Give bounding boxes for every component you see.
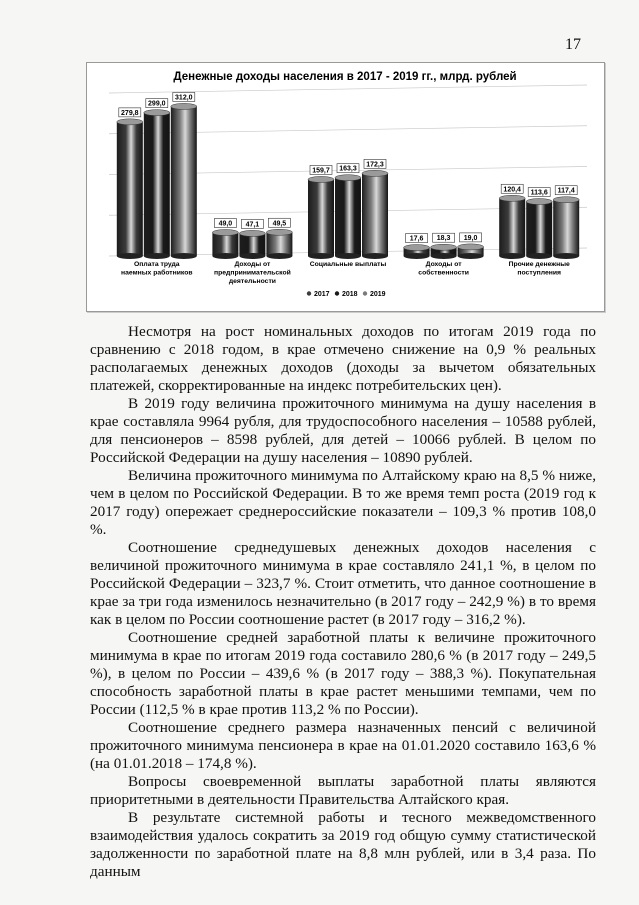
bar <box>335 178 361 256</box>
bar-base <box>553 253 579 259</box>
bar-top <box>144 110 170 116</box>
bar-top <box>171 103 197 109</box>
category-label: собственности <box>418 269 469 277</box>
category-label: Доходы от <box>425 261 462 268</box>
legend-label: 2018 <box>342 291 358 298</box>
bar <box>117 122 143 256</box>
data-label: 172,3 <box>366 161 384 169</box>
bar-base <box>239 253 265 259</box>
bar-base <box>431 253 457 259</box>
paragraph: В результате системной работы и тесного межведомственного взаимодействия удалось сократить за 2019 год общую сумму статистической задолженности по заработной плате на 8,8 млн рублей, или в 3,4 раза. По данным <box>90 809 596 880</box>
page-number: 17 <box>565 36 581 53</box>
bar-base <box>362 253 388 259</box>
bar <box>553 200 579 256</box>
data-label: 19,0 <box>463 234 478 242</box>
bar <box>526 202 552 256</box>
data-label: 117,4 <box>557 187 575 195</box>
bar <box>362 173 388 256</box>
category-label: Оплата труда <box>134 261 180 268</box>
bar-base <box>308 253 334 259</box>
bar <box>499 198 525 256</box>
body-text <box>90 323 596 881</box>
bar-base <box>335 253 361 259</box>
bar <box>144 113 170 256</box>
legend-label: 2019 <box>370 291 386 298</box>
data-label: 312,0 <box>175 94 193 102</box>
paragraph: Соотношение среднего размера назначенных пенсий с величиной прожиточного минимума пенсионера в крае на 01.01.2020 составило 163,6 % (на 01.01.2018 – 174,8 %). <box>90 719 596 772</box>
bar-top <box>526 199 552 205</box>
data-label: 49,5 <box>272 220 287 228</box>
category-label: Доходы от <box>234 261 271 268</box>
bar <box>212 233 238 256</box>
category-label: Прочие денежные <box>508 261 570 268</box>
category-label: деятельности <box>228 278 276 285</box>
legend-marker <box>307 291 311 295</box>
data-label: 49,0 <box>218 220 233 228</box>
data-label: 18,3 <box>436 235 451 243</box>
bar-base <box>117 253 143 259</box>
income-chart <box>86 62 605 312</box>
data-label: 17,6 <box>409 235 424 243</box>
data-label: 279,8 <box>121 109 139 117</box>
legend-marker <box>335 291 339 295</box>
bar <box>308 179 334 256</box>
bar-top <box>499 195 525 201</box>
bar-top <box>553 197 579 203</box>
bar-top <box>404 245 430 251</box>
chart-title: Денежные доходы населения в 2017 - 2019 гг., млрд. рублей <box>173 71 517 83</box>
data-label: 163,3 <box>339 165 357 173</box>
category-label: наемных работников <box>121 269 193 277</box>
bar-base <box>144 253 170 259</box>
bar-base <box>212 253 238 259</box>
bar-top <box>308 176 334 182</box>
bar <box>266 232 292 256</box>
data-label: 299,0 <box>148 100 166 108</box>
bar-top <box>431 244 457 250</box>
legend-marker <box>363 291 367 295</box>
gridline <box>109 85 587 93</box>
paragraph: Соотношение среднедушевых денежных доходов населения с величиной прожиточного минимума в крае составляло 241,1 %, в целом по Российской Федерации – 323,7 %. Стоит отметить, что данное соотношение в крае за три года изменилось незначительно (в 2017 году – 242,9 %) в то время как в целом по России соотношение растет (в 2017 году – 316,2 %). <box>90 539 596 628</box>
bar-top <box>239 230 265 236</box>
bar-base <box>266 253 292 259</box>
chart-canvas <box>87 63 604 311</box>
data-label: 113,6 <box>530 189 548 197</box>
bar-top <box>362 170 388 176</box>
bar-top <box>266 229 292 235</box>
paragraph: Величина прожиточного минимума по Алтайскому краю на 8,5 % ниже, чем в целом по Российской Федерации. В то же время темп роста (2019 год к 2017 году) опережает среднероссийские показатели – 109,3 % против 108,0 %. <box>90 467 596 538</box>
bar-top <box>335 175 361 181</box>
bar-base <box>171 253 197 259</box>
category-label: Социальные выплаты <box>309 261 387 268</box>
bar-top <box>117 119 143 125</box>
category-label: предпринимательской <box>213 269 291 277</box>
data-label: 47,1 <box>245 221 260 229</box>
paragraph: Несмотря на рост номинальных доходов по итогам 2019 года по сравнению с 2018 годом, в крае отмечено снижение на 0,9 % реальных располагаемых денежных доходов (доходы за вычетом обязательных платежей, скорректированные на индекс потребительских цен). <box>90 323 596 394</box>
bar-top <box>212 230 238 236</box>
paragraph: В 2019 году величина прожиточного минимума на душу населения в крае составляла 9964 рубля, для трудоспособного населения – 10588 рублей, для пенсионеров – 8598 рублей, для детей – 10066 рублей. В целом по Российской Федерации на душу населения – 10890 рублей. <box>90 395 596 466</box>
bar-base <box>526 253 552 259</box>
bar-base <box>499 253 525 259</box>
bar <box>171 106 197 256</box>
data-label: 159,7 <box>312 167 330 175</box>
bar-top <box>458 244 484 250</box>
paragraph: Вопросы своевременной выплаты заработной платы являются приоритетными в деятельности Правительства Алтайского края. <box>90 773 596 808</box>
data-label: 120,4 <box>503 186 521 194</box>
bar-base <box>404 253 430 259</box>
bar-base <box>458 253 484 259</box>
legend-label: 2017 <box>314 291 330 298</box>
bar <box>239 233 265 256</box>
paragraph: Соотношение средней заработной платы к величине прожиточного минимума в крае по итогам 2019 года составило 280,6 % (в 2017 году – 249,5 %), в целом по России – 439,6 % (в 2017 году – 388,3 %). Покупательная способность заработной платы в крае растет меньшими темпами, чем по России (112,5 % в крае против 113,2 % по России). <box>90 629 596 718</box>
category-label: поступления <box>517 269 561 277</box>
